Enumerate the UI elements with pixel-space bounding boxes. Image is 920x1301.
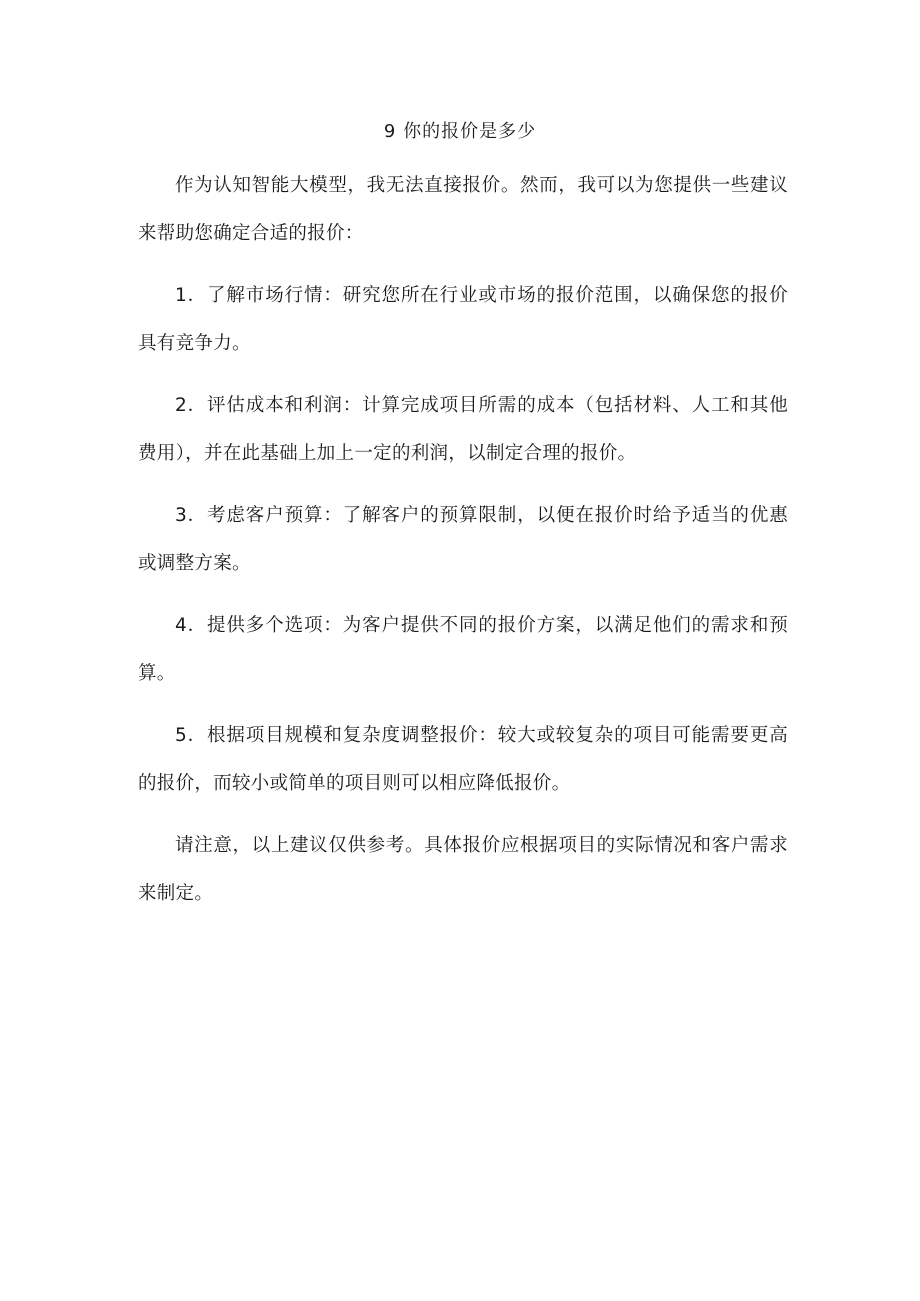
intro-paragraph: 作为认知智能大模型，我无法直接报价。然而，我可以为您提供一些建议来帮助您确定合适的报价： (138, 175, 788, 244)
suggestion-3-paragraph: 3．考虑客户预算：了解客户的预算限制，以便在报价时给予适当的优惠或调整方案。 (138, 505, 788, 574)
suggestion-4-paragraph: 4．提供多个选项：为客户提供不同的报价方案，以满足他们的需求和预算。 (138, 615, 788, 684)
suggestion-5-paragraph: 5．根据项目规模和复杂度调整报价：较大或较复杂的项目可能需要更高的报价，而较小或简单的项目则可以相应降低报价。 (138, 725, 788, 794)
note-paragraph: 请注意，以上建议仅供参考。具体报价应根据项目的实际情况和客户需求来制定。 (138, 835, 788, 904)
document-body (138, 162, 788, 932)
suggestion-1-paragraph: 1．了解市场行情：研究您所在行业或市场的报价范围，以确保您的报价具有竞争力。 (138, 285, 788, 354)
suggestion-2-paragraph: 2．评估成本和利润：计算完成项目所需的成本（包括材料、人工和其他费用），并在此基础上加上一定的利润，以制定合理的报价。 (138, 395, 788, 464)
document-title: 9 你的报价是多少 (383, 121, 537, 142)
